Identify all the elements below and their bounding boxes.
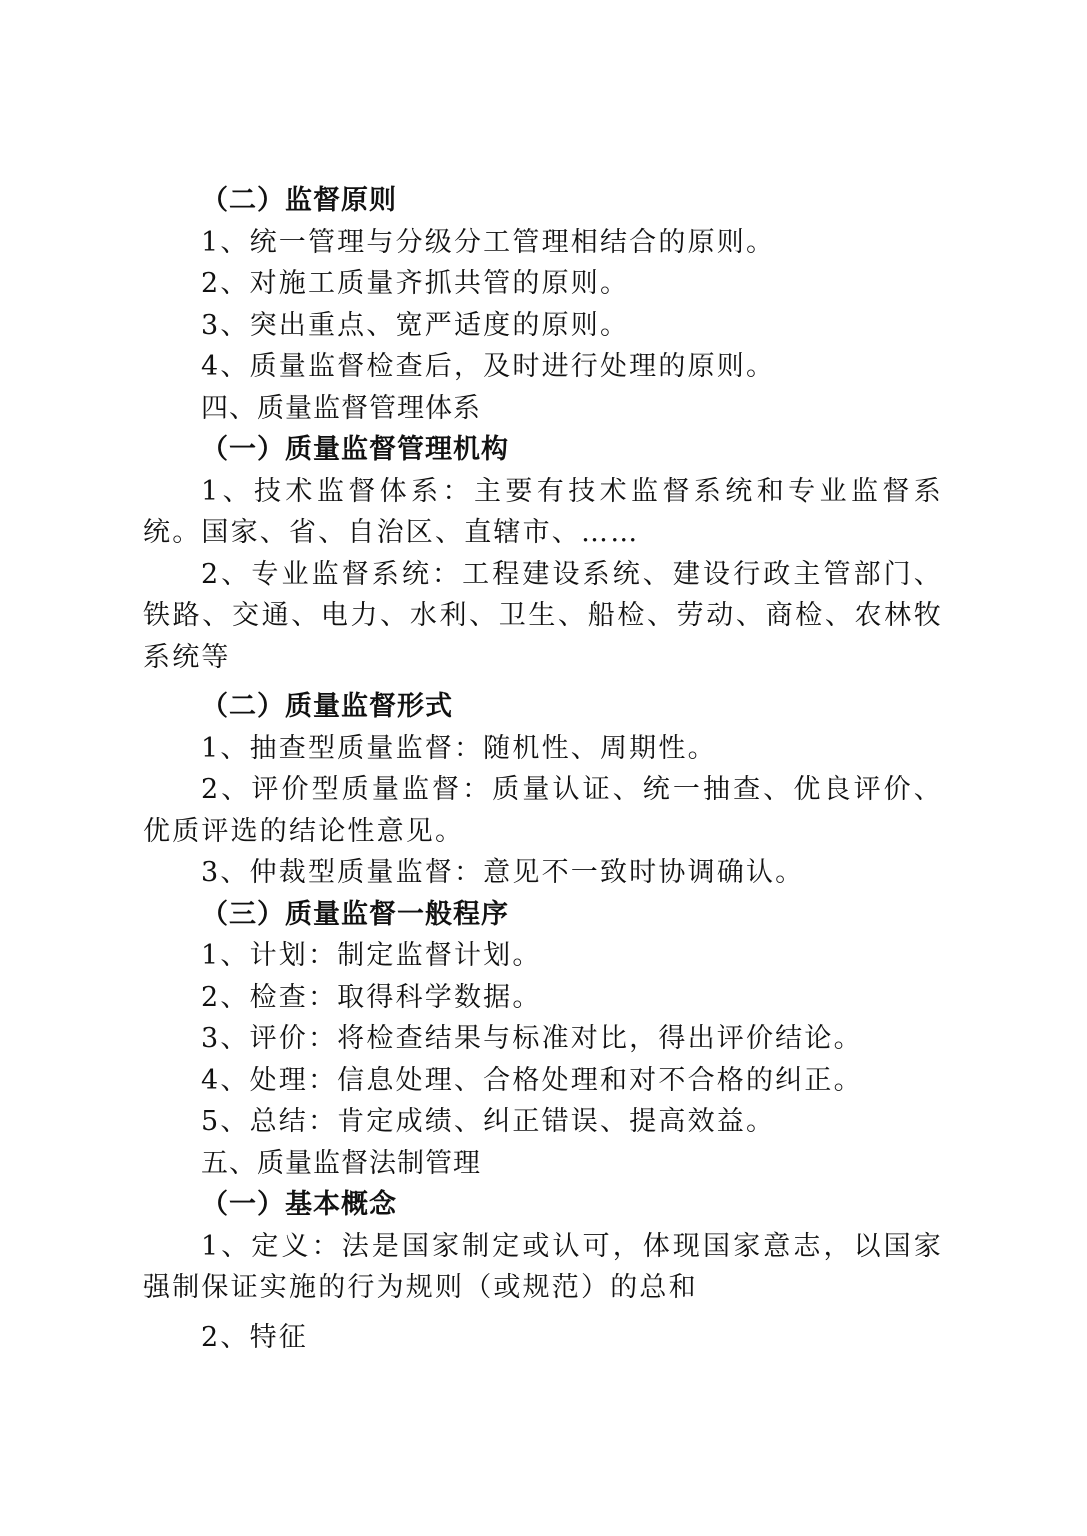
list-item: 1、统一管理与分级分工管理相结合的原则。 [201, 226, 776, 258]
heading-general-procedure: （三）质量监督一般程序 [201, 898, 509, 930]
heading-supervision-forms: （二）质量监督形式 [201, 691, 453, 722]
list-item: 4、质量监督检查后，及时进行处理的原则。 [201, 351, 776, 382]
list-item: 2、特征 [201, 1321, 308, 1353]
paragraph-definition: 1、定义：法是国家制定或认可，体现国家意志，以国家强制保证实施的行为规则（或规范）的总和 [143, 1230, 943, 1303]
paragraph-professional-supervision: 2、专业监督系统：工程建设系统、建设行政主管部门、铁路、交通、电力、水利、卫生、船检、劳动、商检、农林牧系统等 [143, 558, 943, 673]
list-item: 3、仲裁型质量监督：意见不一致时协调确认。 [201, 857, 805, 888]
heading-basic-concepts: （一）基本概念 [201, 1189, 397, 1220]
spacer [143, 678, 943, 686]
list-item: 5、总结：肯定成绩、纠正错误、提高效益。 [201, 1106, 776, 1137]
document-body [143, 180, 943, 1358]
section-title-part4: 四、质量监督管理体系 [201, 392, 481, 424]
spacer [143, 1309, 943, 1317]
list-item: 3、突出重点、宽严适度的原则。 [201, 309, 630, 341]
heading-supervision-principles: （二）监督原则 [201, 185, 397, 216]
paragraph-evaluation-supervision: 2、评价型质量监督：质量认证、统一抽查、优良评价、优质评选的结论性意见。 [143, 774, 943, 847]
heading-management-organization: （一）质量监督管理机构 [201, 434, 509, 465]
paragraph-technical-supervision: 1、技术监督体系：主要有技术监督系统和专业监督系统。国家、省、自治区、直辖市、…… [143, 475, 943, 548]
list-item: 2、对施工质量齐抓共管的原则。 [201, 268, 630, 299]
section-title-part5: 五、质量监督法制管理 [201, 1147, 481, 1179]
list-item: 2、检查：取得科学数据。 [201, 981, 542, 1013]
list-item: 1、计划：制定监督计划。 [201, 940, 542, 971]
list-item: 4、处理：信息处理、合格处理和对不合格的纠正。 [201, 1064, 863, 1096]
list-item: 3、评价：将检查结果与标准对比，得出评价结论。 [201, 1023, 863, 1054]
list-item: 1、抽查型质量监督：随机性、周期性。 [201, 732, 717, 764]
